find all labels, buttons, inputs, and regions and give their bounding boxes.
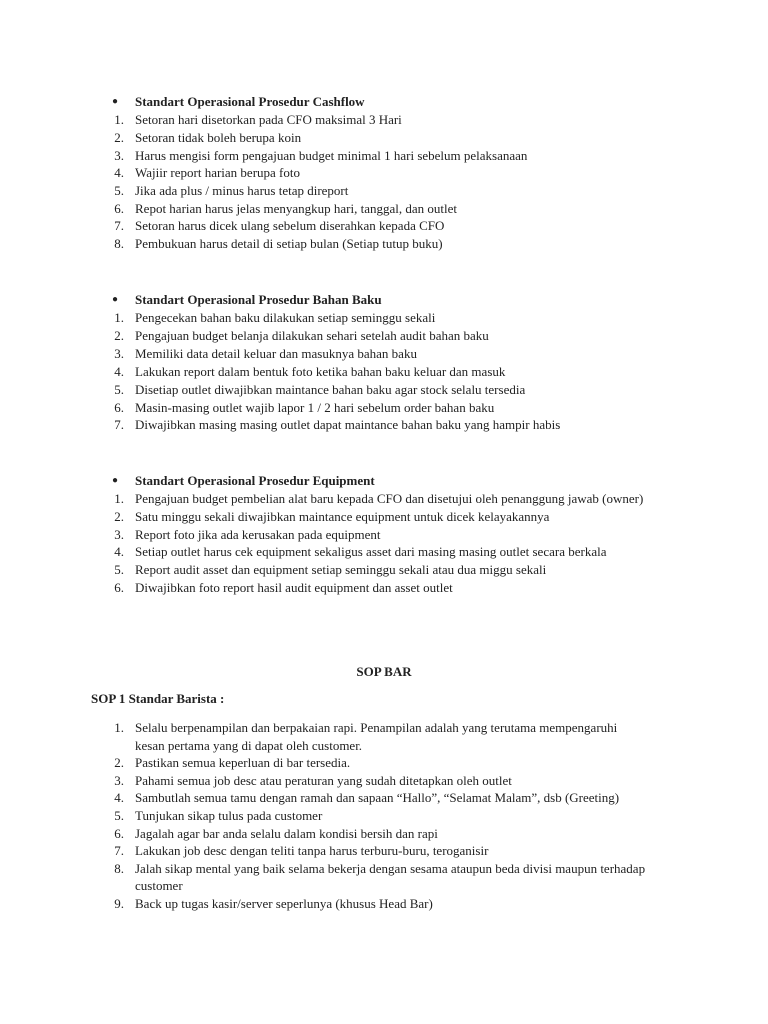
bullet-icon: ● [112,96,119,107]
sop-bar-title: SOP BAR [356,664,412,679]
equipment-heading: Standart Operasional Prosedur Equipment [135,473,375,488]
sop-bar-subtitle: SOP 1 Standar Barista : [91,691,225,706]
bullet-icon: ● [112,475,119,486]
cashflow-heading: Standart Operasional Prosedur Cashflow [135,94,365,109]
document-page: ● Standart Operasional Prosedur Cashflow 1. Setoran hari disetorkan pada CFO maksimal 3 Hari 2. Setoran tidak boleh berupa koin 3. Harus mengisi form pengajuan budget minimal 1 hari sebelum pelaksanaan 4. Wajiir report harian berupa foto 5. Jika ada plus / minus harus tetap direport 6. Repot harian harus jelas menyangkup hari, tanggal, dan outlet 7. Setoran harus dicek ulang sebelum diserahkan kepada CFO 8. Pembukuan harus detail di setiap bulan (Setiap tutup buku) ● Standart Operasional Prosedur Bahan Baku 1. Pengecekan bahan baku dilakukan setiap seminggu sekali 2. Pengajuan budget belanja dilakukan sehari setelah audit bahan baku 3. Memiliki data detail keluar dan masuknya bahan baku 4. Lakukan report dalam bentuk foto ketika bahan baku keluar dan masuk 5. Disetiap outlet diwajibkan maintance bahan baku agar stock selalu tersedia 6. Masin-masing outlet wajib lapor 1 / 2 hari sebelum order bahan baku 7. Diwajibkan masing masing outlet dapat maintance bahan baku yang hampir habis ● Standart Operasional Prosedur Equipment 1. Pengajuan budget pembelian alat baru kepada CFO dan disetujui oleh penanggung jawab (owner) 2. Satu minggu sekali diwajibkan maintance equipment untuk dicek kelayakannya 3. Report foto jika ada kerusakan pada equipment 4. Setiap outlet harus cek equipment sekaligus asset dari masing masing outlet secara berkala 5. Report audit asset dan equipment setiap seminggu sekali atau dua miggu sekali 6. Diwajibkan foto report hasil audit equipment dan asset outlet SOP BAR SOP 1 Standar Barista : 1. Selalu berpenampilan dan berpakaian rapi. Penampilan adalah yang terutama mempengaruhi kesan pertama yang di dapat oleh customer. 2. Pastikan semua keperluan di bar tersedia. 3. Pahami semua job desc atau peraturan yang sudah ditetapkan oleh outlet 4. Sambutlah semua tamu dengan ramah dan sapaan “Hallo”, “Selamat Malam”, dsb (Greeting) 5. Tunjukan sikap tulus pada customer 6. Jagalah agar bar anda selalu dalam kondisi bersih dan rapi 7. Lakukan job desc dengan teliti tanpa harus terburu-buru, teroganisir 8. Jalah sikap mental yang baik selama bekerja dengan sesama ataupun beda divisi maupun terhadap customer 9. Back up tugas kasir/server seperlunya (khusus Head Bar) [0,0,768,1024]
bullet-icon: ● [112,294,119,305]
bahan-baku-heading: Standart Operasional Prosedur Bahan Baku [135,292,382,307]
